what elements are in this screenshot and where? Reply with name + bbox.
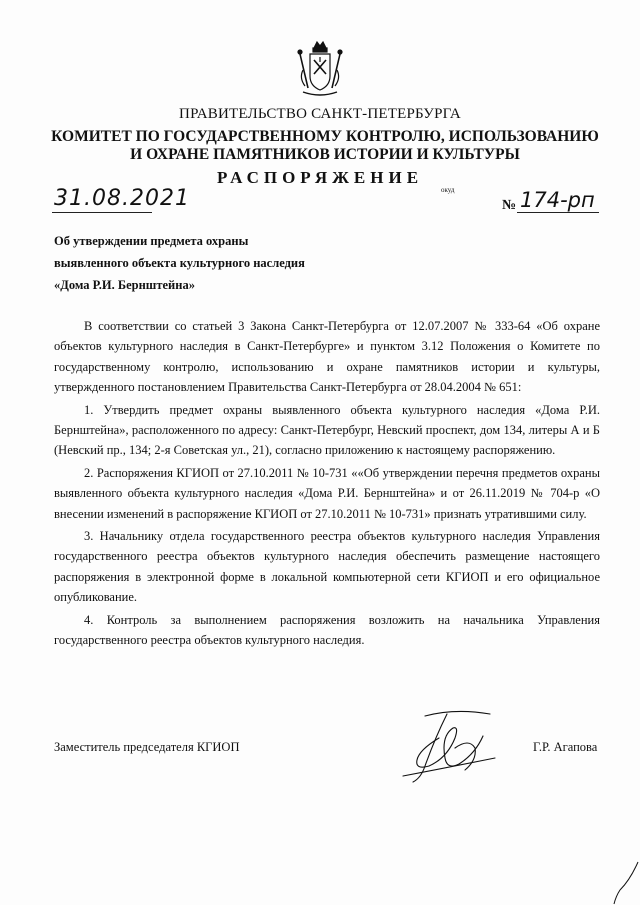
coat-of-arms-icon <box>295 40 345 100</box>
subject-line-3: «Дома Р.И. Бернштейна» <box>54 278 195 292</box>
subject-line-2: выявленного объекта культурного наследия <box>54 256 305 270</box>
date-underline <box>52 212 152 213</box>
document-type: РАСПОРЯЖЕНИЕ <box>216 168 424 187</box>
document-body <box>54 316 600 653</box>
item-3-paragraph: 3. Начальнику отдела государственного реестра объектов культурного наследия Управления государственного реестра объектов культурного наследия обеспечить размещение настоящего распоряжения в электронной форме в локальной компьютерной сети КГИОП и его официальное опубликование. <box>54 529 600 605</box>
handwritten-signature-icon <box>395 708 505 788</box>
okud-label: окуд <box>441 186 455 194</box>
page-corner-mark-icon <box>612 860 640 905</box>
signer-position: Заместитель председателя КГИОП <box>54 740 240 754</box>
preamble-paragraph: В соответствии со статьей 3 Закона Санкт-Петербурга от 12.07.2007 № 333-64 «Об охране объектов культурного наследия в Санкт-Петербурге» и пунктом 3.12 Положения о Комитете по государственному контролю, использованию и охране памятников истории и культуры, утвержденного постановлением Правительства Санкт-Петербурга от 28.04.2004 № 651: <box>54 319 600 395</box>
number-prefix: № <box>502 198 517 213</box>
committee-name <box>40 128 610 164</box>
item-1-paragraph: 1. Утвердить предмет охраны выявленного объекта культурного наследия «Дома Р.И. Бернштейна», расположенного по адресу: Санкт-Петербург, Невский проспект, дом 134, литеры А и Б (Невский пр., 134; 2-я Советская ул., 21), согласно приложению к настоящему распоряжению. <box>54 402 600 458</box>
committee-line-1: КОМИТЕТ ПО ГОСУДАРСТВЕННОМУ КОНТРОЛЮ, ИСПОЛЬЗОВАНИЮ <box>51 128 599 145</box>
signer-name: Г.Р. Агапова <box>533 740 598 754</box>
document-subject <box>54 230 305 296</box>
document-date: 31.08.2021 <box>54 186 190 211</box>
item-2-paragraph: 2. Распоряжения КГИОП от 27.10.2011 № 10-731 ««Об утверждении перечня предметов охраны выявленного объекта культурного наследия «Дома Р.И. Бернштейна» и от 26.11.2019 № 704-р «О внесении изменений в распоряжение КГИОП от 27.10.2011 № 10-731» признать утратившими силу. <box>54 465 600 521</box>
subject-line-1: Об утверждении предмета охраны <box>54 234 249 248</box>
committee-line-2: И ОХРАНЕ ПАМЯТНИКОВ ИСТОРИИ И КУЛЬТУРЫ <box>130 146 520 163</box>
government-name: ПРАВИТЕЛЬСТВО САНКТ-ПЕТЕРБУРГА <box>179 106 461 122</box>
number-underline <box>517 212 599 213</box>
document-number: 174-рп <box>520 188 595 212</box>
item-4-paragraph: 4. Контроль за выполнением распоряжения возложить на начальника Управления государственного реестра объектов культурного наследия. <box>54 612 600 648</box>
